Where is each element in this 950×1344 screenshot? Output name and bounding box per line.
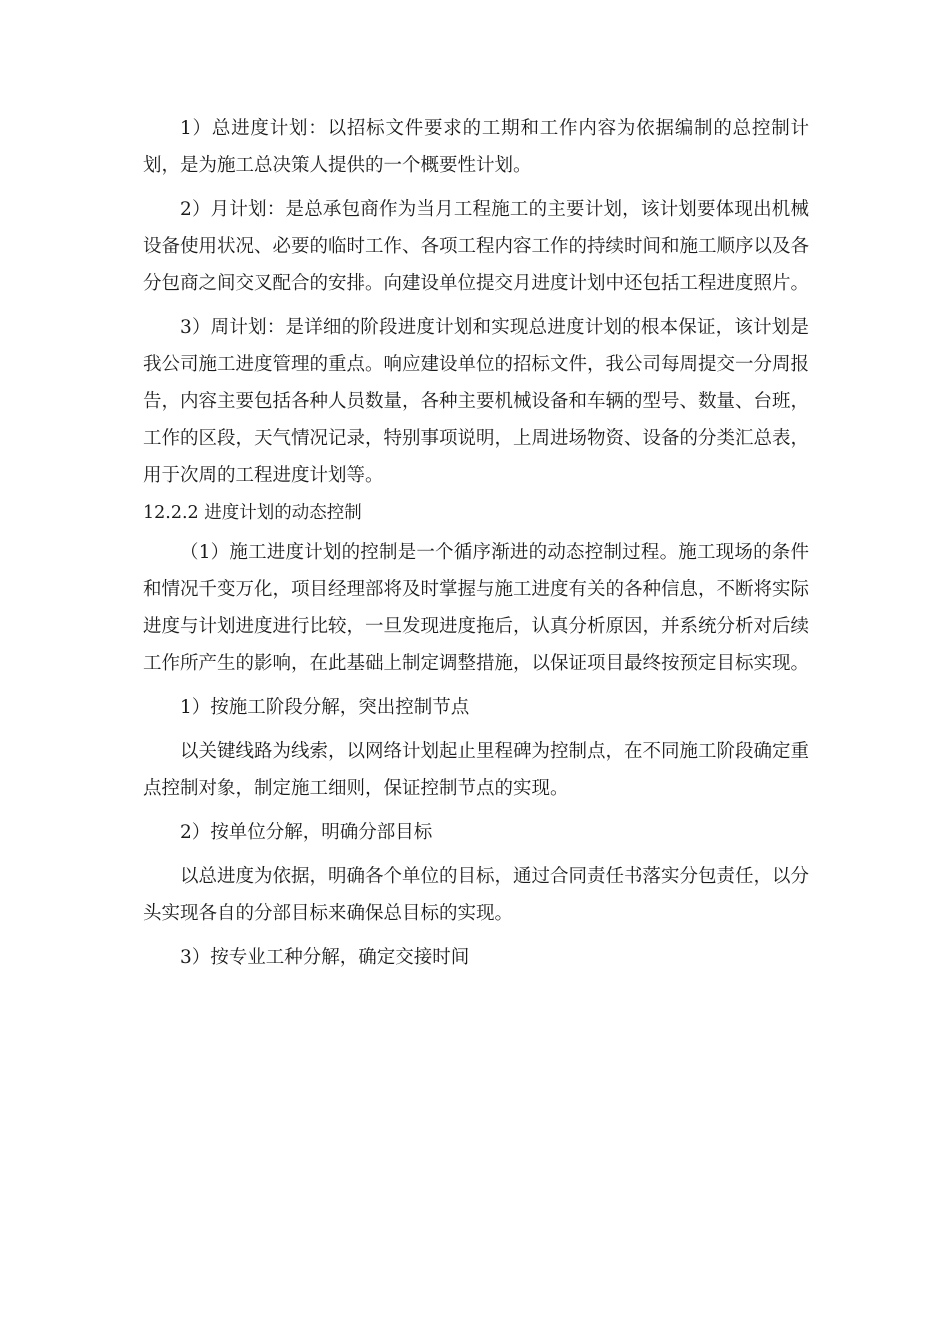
paragraph-subheading-stage: 1）按施工阶段分解，突出控制节点 <box>180 697 470 718</box>
document-body <box>143 110 809 983</box>
paragraph-stage-detail: 以关键线路为线索，以网络计划起止里程碑为控制点，在不同施工阶段确定重点控制对象，制定施工细则，保证控制节点的实现。 <box>143 741 810 799</box>
paragraph-subheading-trade: 3）按专业工种分解，确定交接时间 <box>180 947 470 968</box>
paragraph-monthly-plan: 2）月计划：是总承包商作为当月工程施工的主要计划，该计划要体现出机械设备使用状况、必要的临时工作、各项工程内容工作的持续时间和施工顺序以及各分包商之间交叉配合的安排。向建设单位提交月进度计划中还包括工程进度照片。 <box>143 199 810 294</box>
paragraph-dynamic-control: （1）施工进度计划的控制是一个循序渐进的动态控制过程。施工现场的条件和情况千变万化，项目经理部将及时掌握与施工进度有关的各种信息，不断将实际进度与计划进度进行比较，一旦发现进度拖后，认真分析原因，并系统分析对后续工作所产生的影响，在此基础上制定调整措施，以保证项目最终按预定目标实现。 <box>143 542 810 674</box>
paragraph-master-schedule: 1）总进度计划：以招标文件要求的工期和工作内容为依据编制的总控制计划，是为施工总决策人提供的一个概要性计划。 <box>143 118 809 176</box>
paragraph-unit-detail: 以总进度为依据，明确各个单位的目标，通过合同责任书落实分包责任，以分头实现各自的分部目标来确保总目标的实现。 <box>143 866 810 924</box>
paragraph-weekly-plan: 3）周计划：是详细的阶段进度计划和实现总进度计划的根本保证，该计划是我公司施工进度管理的重点。响应建设单位的招标文件，我公司每周提交一分周报告，内容主要包括各种人员数量，各种主要机械设备和车辆的型号、数量、台班，工作的区段，天气情况记录，特别事项说明，上周进场物资、设备的分类汇总表，用于次周的工程进度计划等。 <box>143 317 810 486</box>
paragraph-subheading-unit: 2）按单位分解，明确分部目标 <box>180 822 433 843</box>
section-heading: 12.2.2 进度计划的动态控制 <box>143 503 362 523</box>
